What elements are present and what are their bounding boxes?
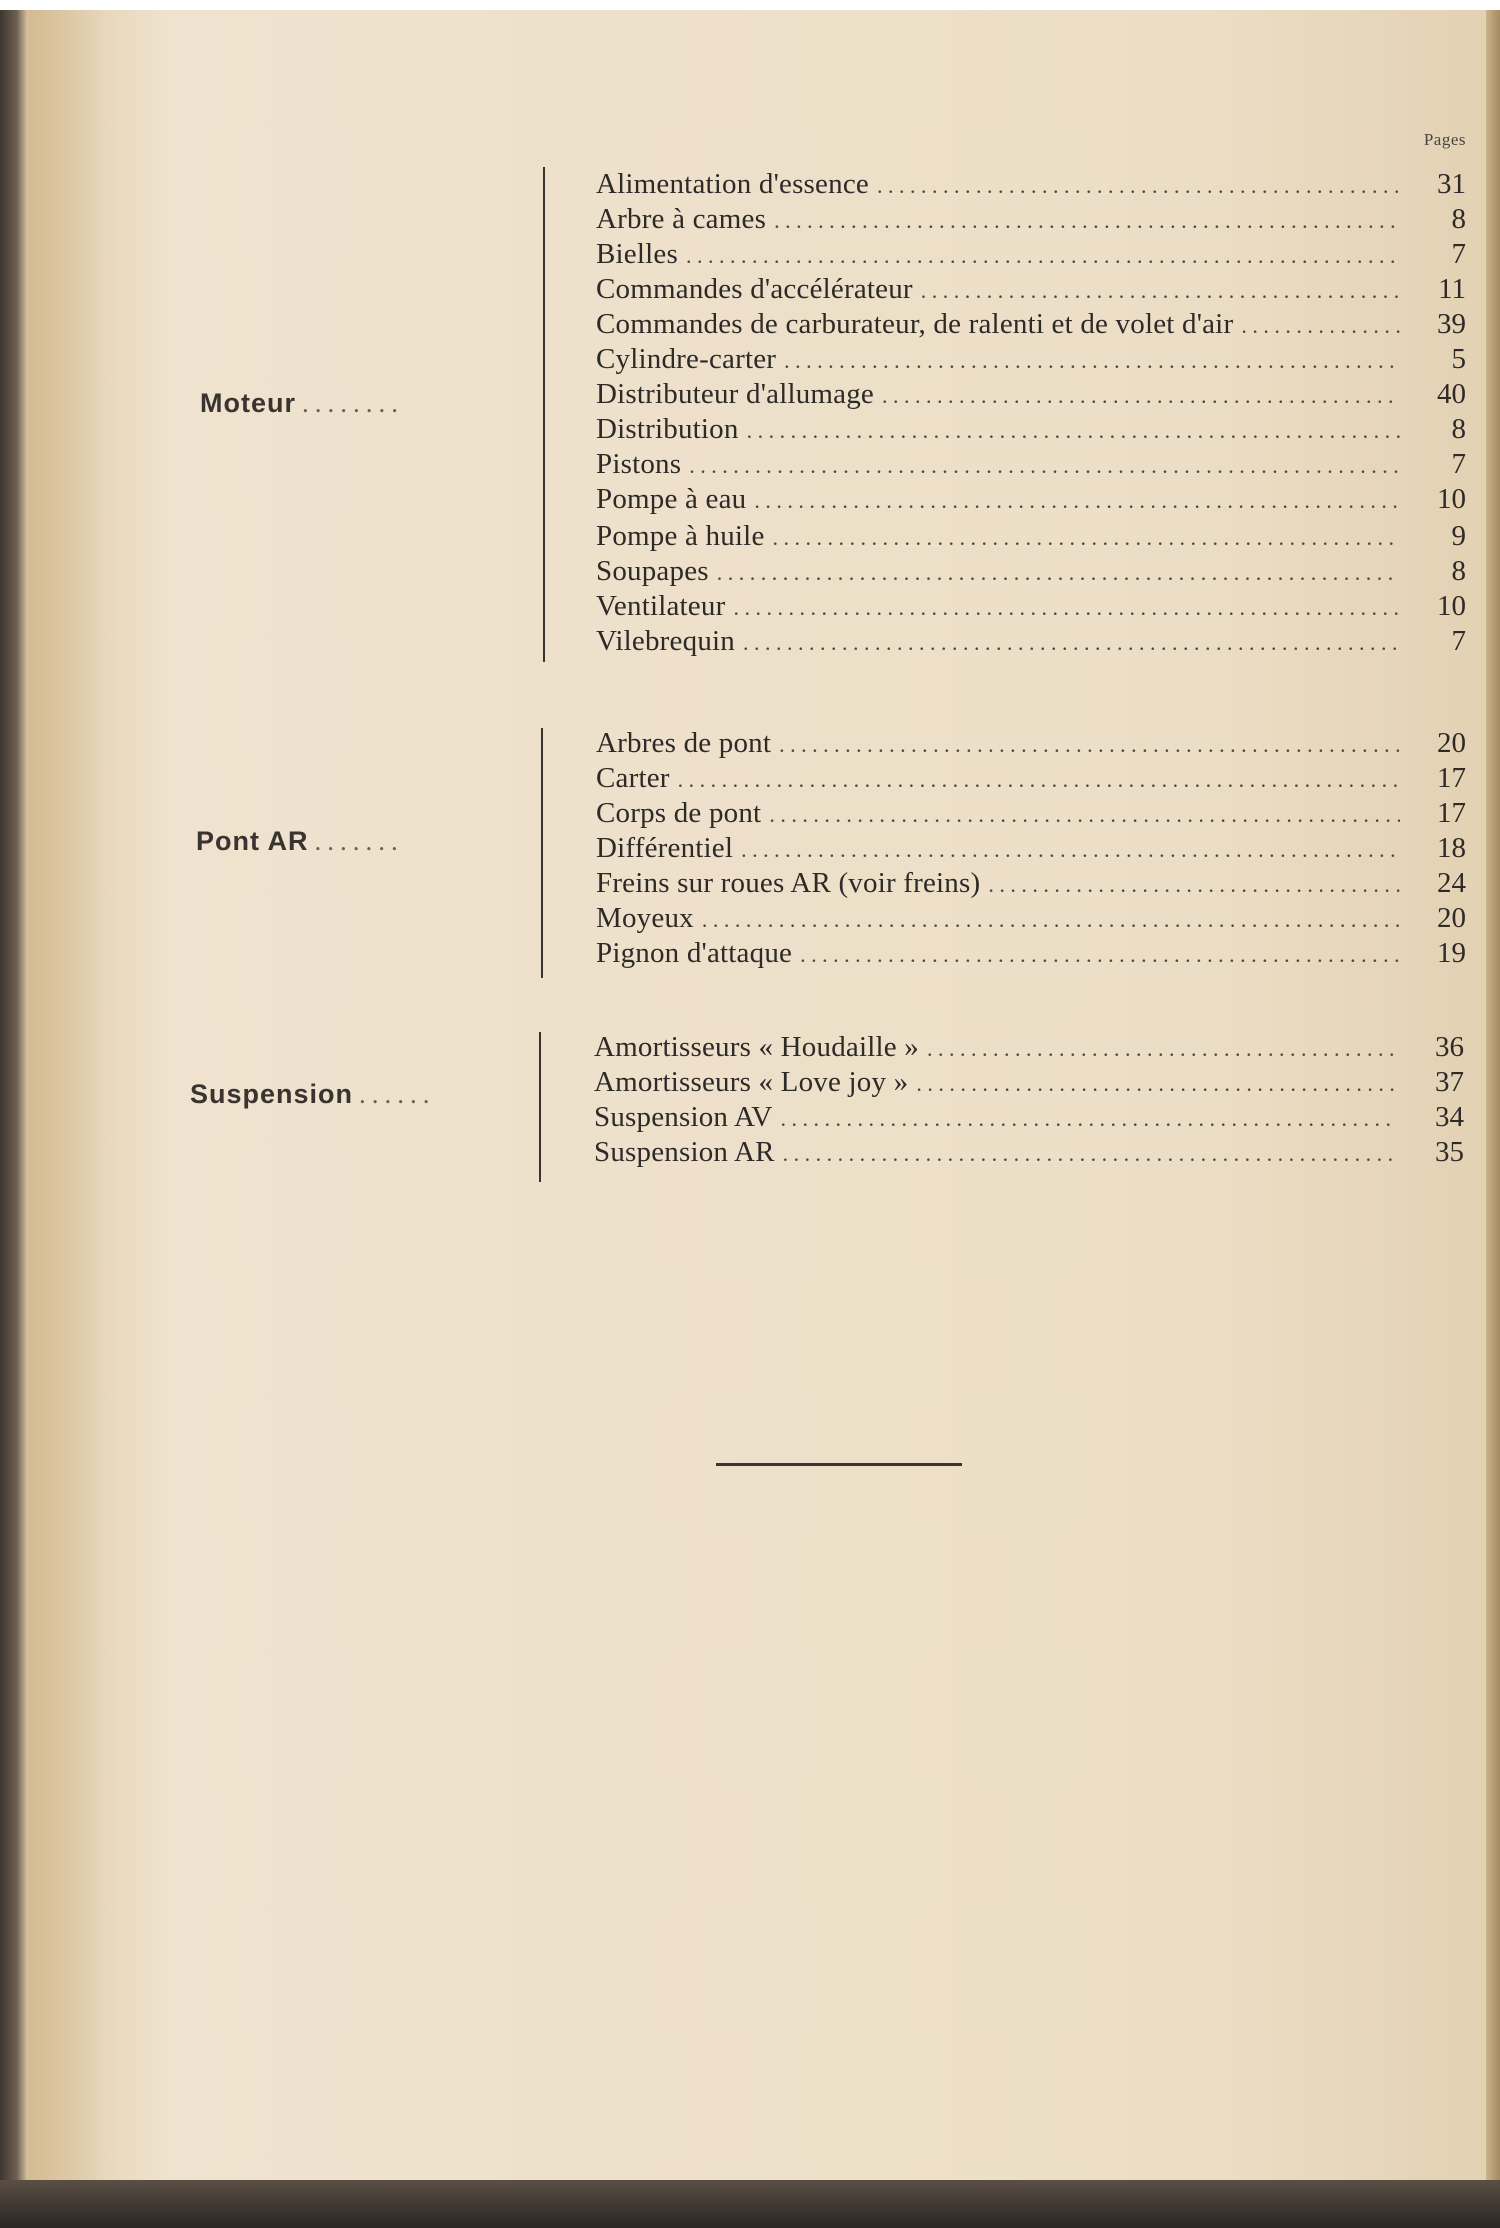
toc-entry[interactable] [596, 625, 1466, 660]
toc-entry[interactable] [596, 343, 1466, 378]
leader-dots [779, 732, 1400, 758]
entry-page-number: 8 [1451, 555, 1466, 587]
entry-page-number: 11 [1438, 273, 1466, 305]
section-brace [543, 167, 553, 662]
toc-entry[interactable] [596, 902, 1466, 937]
label-leader-dots: ........ [302, 388, 404, 418]
label-leader-dots: ....... [314, 826, 404, 856]
toc-entry[interactable] [596, 203, 1466, 238]
section-label [200, 388, 404, 419]
toc-entry[interactable] [596, 937, 1466, 972]
leader-dots [717, 560, 1400, 586]
toc-entry[interactable] [596, 273, 1466, 308]
section-label [190, 1079, 436, 1110]
entry-title: Amortisseurs « Love joy » [594, 1066, 909, 1098]
leader-dots [781, 1106, 1398, 1132]
entry-title: Distribution [596, 413, 739, 445]
entry-page-number: 31 [1437, 168, 1466, 200]
entry-page-number: 37 [1435, 1066, 1464, 1098]
entry-page-number: 7 [1451, 238, 1466, 270]
entry-title: Moyeux [596, 902, 694, 934]
entry-title: Arbre à cames [596, 203, 767, 235]
entry-title: Pistons [596, 448, 682, 480]
entry-page-number: 19 [1437, 937, 1466, 969]
pages-column-header: Pages [1423, 130, 1466, 149]
entry-title: Cylindre-carter [596, 343, 777, 375]
entry-page-number: 7 [1451, 625, 1466, 657]
entry-page-number: 18 [1437, 832, 1466, 864]
leader-dots [773, 525, 1400, 551]
scan-bottom-edge [0, 2180, 1500, 2228]
entry-title: Bielles [596, 238, 678, 270]
entry-title: Carter [596, 762, 670, 794]
entry-title: Distributeur d'allumage [596, 378, 875, 410]
leader-dots [733, 595, 1400, 621]
entry-title: Suspension AV [594, 1101, 773, 1133]
leader-dots [769, 802, 1400, 828]
toc-entry[interactable] [596, 832, 1466, 867]
end-rule [716, 1463, 962, 1466]
entry-title: Alimentation d'essence [596, 168, 869, 200]
toc-entry[interactable] [594, 1031, 1464, 1066]
toc-entry[interactable] [594, 1066, 1464, 1101]
entry-title: Freins sur roues AR (voir freins) [596, 867, 981, 899]
toc-entry[interactable] [596, 555, 1466, 590]
entry-page-number: 40 [1437, 378, 1466, 410]
toc-entry[interactable] [596, 448, 1466, 483]
toc-entry[interactable] [596, 413, 1466, 448]
leader-dots [988, 872, 1400, 898]
leader-dots [916, 1071, 1398, 1097]
leader-dots [877, 173, 1400, 199]
entry-page-number: 24 [1437, 867, 1466, 899]
leader-dots [686, 243, 1400, 269]
entry-page-number: 8 [1451, 203, 1466, 235]
leader-dots [774, 208, 1400, 234]
entry-page-number: 9 [1451, 520, 1466, 552]
toc-entry[interactable] [596, 727, 1466, 762]
entry-page-number: 39 [1437, 308, 1466, 340]
entry-page-number: 20 [1437, 727, 1466, 759]
entry-title: Corps de pont [596, 797, 762, 829]
entry-title: Commandes de carburateur, de ralenti et de volet d'air [596, 308, 1234, 340]
entry-page-number: 7 [1451, 448, 1466, 480]
toc-entry[interactable] [596, 483, 1466, 518]
leader-dots [800, 942, 1400, 968]
toc-entry[interactable] [596, 168, 1466, 203]
entry-title: Suspension AR [594, 1136, 775, 1168]
section-title: Pont AR [196, 826, 309, 856]
toc-entry[interactable] [596, 238, 1466, 273]
entry-page-number: 36 [1435, 1031, 1464, 1063]
entry-title: Arbres de pont [596, 727, 772, 759]
toc-entry[interactable] [596, 590, 1466, 625]
entry-page-number: 10 [1437, 590, 1466, 622]
entry-page-number: 5 [1451, 343, 1466, 375]
entry-title: Vilebrequin [596, 625, 735, 657]
entry-page-number: 35 [1435, 1136, 1464, 1168]
leader-dots [921, 278, 1400, 304]
entry-page-number: 8 [1451, 413, 1466, 445]
leader-dots [882, 383, 1400, 409]
leader-dots [747, 418, 1400, 444]
toc-entry[interactable] [596, 762, 1466, 797]
section-brace [541, 728, 551, 978]
toc-entry[interactable] [596, 308, 1466, 343]
toc-entry[interactable] [596, 520, 1466, 555]
leader-dots [743, 630, 1400, 656]
leader-dots [678, 767, 1400, 793]
entry-title: Pignon d'attaque [596, 937, 793, 969]
toc-entry[interactable] [596, 867, 1466, 902]
leader-dots [1241, 313, 1400, 339]
leader-dots [784, 348, 1400, 374]
leader-dots [702, 907, 1400, 933]
leader-dots [927, 1036, 1398, 1062]
entry-page-number: 34 [1435, 1101, 1464, 1133]
leader-dots [741, 837, 1400, 863]
entry-title: Amortisseurs « Houdaille » [594, 1031, 919, 1063]
entry-title: Différentiel [596, 832, 734, 864]
entry-page-number: 17 [1437, 762, 1466, 794]
entry-page-number: 20 [1437, 902, 1466, 934]
leader-dots [689, 453, 1400, 479]
entry-page-number: 17 [1437, 797, 1466, 829]
label-leader-dots: ...... [359, 1079, 436, 1109]
leader-dots [754, 488, 1400, 514]
section-brace [539, 1032, 549, 1182]
page-right-edge [1486, 10, 1500, 2180]
entry-page-number: 10 [1437, 483, 1466, 515]
toc-entry[interactable] [594, 1101, 1464, 1136]
toc-entry[interactable] [596, 378, 1466, 413]
section-label [196, 826, 404, 857]
leader-dots [783, 1141, 1398, 1167]
entry-title: Pompe à huile [596, 520, 765, 552]
document-page [28, 10, 1486, 2180]
toc-entry[interactable] [596, 797, 1466, 832]
entry-title: Soupapes [596, 555, 709, 587]
section-title: Moteur [200, 388, 296, 418]
toc-entry[interactable] [594, 1136, 1464, 1171]
entry-title: Pompe à eau [596, 483, 747, 515]
binding-edge [0, 10, 28, 2180]
entry-title: Ventilateur [596, 590, 726, 622]
entry-title: Commandes d'accélérateur [596, 273, 913, 305]
section-title: Suspension [190, 1079, 354, 1109]
